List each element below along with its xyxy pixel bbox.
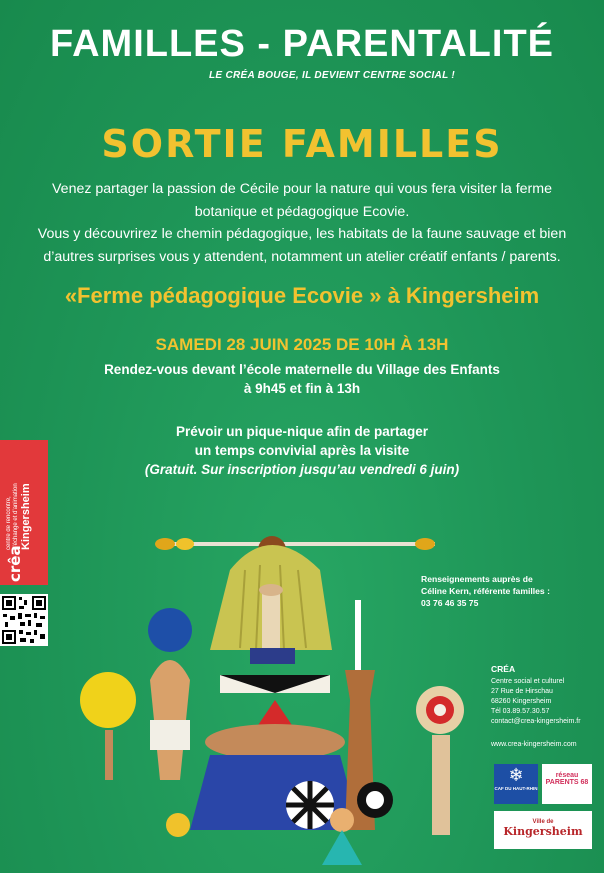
event-place: «Ferme pédagogique Ecovie » à Kingersheim — [64, 283, 540, 308]
event-date: SAMEDI 28 JUIN 2025 DE 10H À 13H — [155, 335, 449, 354]
contact-line: Céline Kern, référente familles : — [421, 586, 550, 596]
address-line: 68260 Kingersheim — [491, 698, 552, 705]
contact-line: Renseignements auprès de — [421, 574, 533, 584]
badge-small-line: centre de rencontre, — [6, 496, 12, 550]
caf-logo-text: CAF DU HAUT-RHIN — [494, 786, 538, 791]
free-note: (Gratuit. Sur inscription jusqu’au vendredi 6 juin) — [144, 462, 460, 477]
wooden-toys-illustration — [70, 530, 470, 873]
picnic-info — [0, 422, 604, 479]
meeting-info — [0, 360, 604, 398]
meeting-line: à 9h45 et fin à 13h — [243, 381, 361, 396]
reseau-logo-bottom: PARENTS 68 — [545, 779, 589, 786]
reseau-logo-top: réseau — [555, 772, 579, 779]
description-line: d’autres surprises vous y attendent, notamment un atelier créatif enfants / parents. — [43, 248, 561, 265]
event-description — [12, 178, 592, 268]
description-line: botanique et pédagogique Ecovie. — [194, 203, 410, 220]
badge-text — [6, 448, 44, 550]
organisation-name: CRÉA — [491, 664, 516, 674]
ville-kingersheim-logo — [494, 811, 592, 849]
crea-badge — [0, 440, 48, 585]
contact-phone: 03 76 46 35 75 — [421, 598, 479, 608]
contact-info — [421, 573, 550, 609]
page-subtitle: LE CRÉA BOUGE, IL DEVIENT CENTRE SOCIAL ! — [208, 70, 456, 81]
page-title: FAMILLES - PARENTALITÉ — [49, 23, 554, 65]
address-block — [491, 664, 581, 727]
website-link[interactable]: www.crea-kingersheim.com — [491, 741, 577, 748]
picnic-line: un temps convivial après la visite — [194, 443, 410, 458]
reseau-parents-logo — [542, 764, 592, 804]
address-line: 27 Rue de Hirschau — [491, 688, 553, 695]
picnic-line: Prévoir un pique-nique afin de partager — [175, 424, 429, 439]
qr-code-graphic — [0, 594, 48, 646]
caf-snowflake-icon: ❄ — [508, 765, 524, 785]
email-link[interactable]: contact@crea-kingersheim.fr — [491, 718, 581, 725]
event-title: SORTIE FAMILLES — [101, 122, 503, 166]
caf-logo — [494, 764, 538, 804]
badge-town: Kingersheim — [20, 483, 32, 550]
ville-logo-name: Kingersheim — [503, 825, 583, 838]
address-line: Centre social et culturel — [491, 678, 565, 685]
qr-code — [0, 594, 48, 646]
badge-small-line: d’échange et d’animation — [13, 483, 19, 550]
ville-logo-small: Ville de — [532, 819, 554, 825]
description-line: Venez partager la passion de Cécile pour la nature qui vous fera visiter la ferme — [52, 181, 552, 197]
crea-logo: crêa — [6, 545, 24, 582]
description-line: Vous y découvrirez le chemin pédagogique, les habitats de la faune sauvage et bien — [37, 226, 567, 242]
meeting-line: Rendez-vous devant l’école maternelle du Village des Enfants — [104, 362, 500, 377]
address-line: Tél 03.89.57.30.57 — [491, 708, 550, 715]
